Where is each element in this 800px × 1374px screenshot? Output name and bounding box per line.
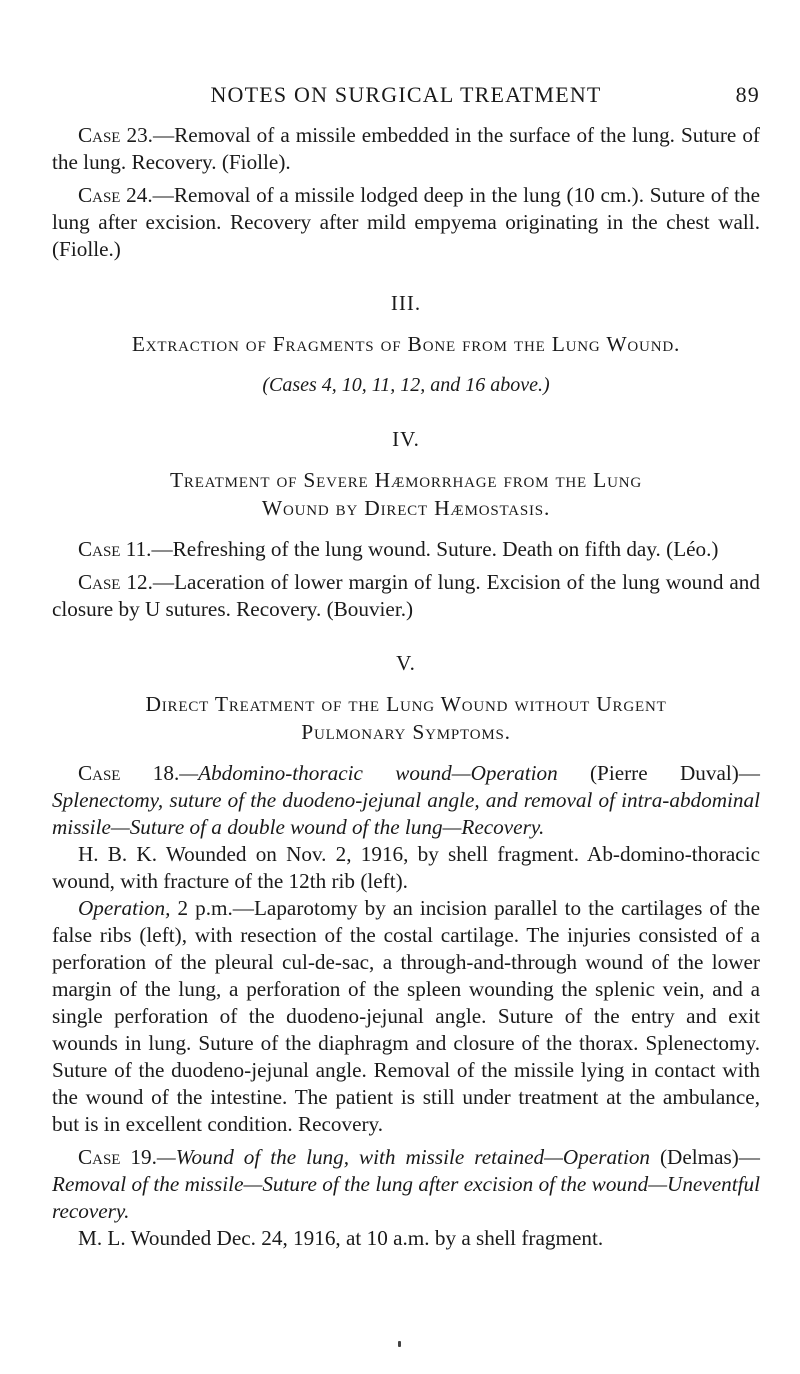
section-numeral: IV.: [392, 427, 420, 451]
case-23: [52, 122, 760, 176]
case-18-title: Case 18.—Abdomino-thoracic wound—Operation (Pierre Duval)—Splenectomy, suture of the duodeno-jejunal angle, and removal of intra-abdominal missile—Suture of a double wound of the lung—Recovery.: [52, 761, 760, 839]
section-heading: Extraction of Fragments of Bone from the Lung Wound.: [131, 332, 681, 356]
print-speck: [398, 1341, 401, 1347]
case-label: Case 24.: [78, 183, 153, 207]
section-numeral: V.: [396, 651, 416, 675]
section-heading: Treatment of Severe Hæmorrhage from the Lung Wound by Direct Hæmostasis.: [169, 468, 643, 520]
case-24: [52, 182, 760, 263]
case-text: —Removal of a missile embedded in the surface of the lung. Suture of the lung. Recovery. (Fiolle).: [52, 123, 760, 174]
page-body: [52, 82, 760, 1252]
section-numeral: III.: [390, 291, 422, 315]
case-label: Case 12.: [78, 570, 153, 594]
case-text: —Laceration of lower margin of lung. Excision of the lung wound and closure by U sutures. Recovery. (Bouvier.): [52, 570, 760, 621]
case-text: —Refreshing of the lung wound. Suture. Death on fifth day. (Léo.): [151, 537, 719, 561]
case-label: Case 19.: [78, 1145, 157, 1169]
case-19-title: Case 19.—Wound of the lung, with missile retained—Operation (Delmas)—Removal of the missile—Suture of the lung after excision of the wound—Uneventful recovery.: [52, 1145, 760, 1223]
case-label: Case 23.: [78, 123, 153, 147]
page-number: 89: [735, 82, 760, 107]
case-18-operation: Operation, 2 p.m.—Laparotomy by an incision parallel to the cartilages of the false ribs (left), with resection of the costal cartilage. The injuries consisted of a perforation of the pleural cul-de-sac, a through-and-through wound of the lower margin of the lung, a perforation of the spleen wounding the splenic vein, and a single perforation of the duodeno-jejunal angle. Suture of the entry and exit wounds in lung. Suture of the diaphragm and closure of the thorax. Splenectomy. Suture of the duodeno-jejunal angle. Removal of the missile lying in contact with the wound of the intestine. The patient is still under treatment at the ambulance, but is in excellent condition. Recovery.: [52, 896, 760, 1136]
running-head: [52, 82, 760, 122]
case-11: [52, 536, 760, 563]
case-label: Case 11.: [78, 537, 152, 561]
case-label: Case 18.: [78, 761, 180, 785]
case-text: —Removal of a missile lodged deep in the lung (10 cm.). Suture of the lung after excision. Recovery after mild empyema originating in the chest wall. (Fiolle.): [52, 183, 760, 261]
case-18-history: H. B. K. Wounded on Nov. 2, 1916, by shell fragment. Ab-domino-thoracic wound, with fracture of the 12th rib (left).: [52, 842, 760, 893]
running-head-title: NOTES ON SURGICAL TREATMENT: [210, 82, 602, 107]
section-heading: Direct Treatment of the Lung Wound without Urgent Pulmonary Symptoms.: [145, 692, 667, 744]
case-12: [52, 569, 760, 623]
case-19-history: M. L. Wounded Dec. 24, 1916, at 10 a.m. by a shell fragment.: [78, 1226, 604, 1250]
section-note: (Cases 4, 10, 11, 12, and 16 above.): [262, 374, 550, 396]
